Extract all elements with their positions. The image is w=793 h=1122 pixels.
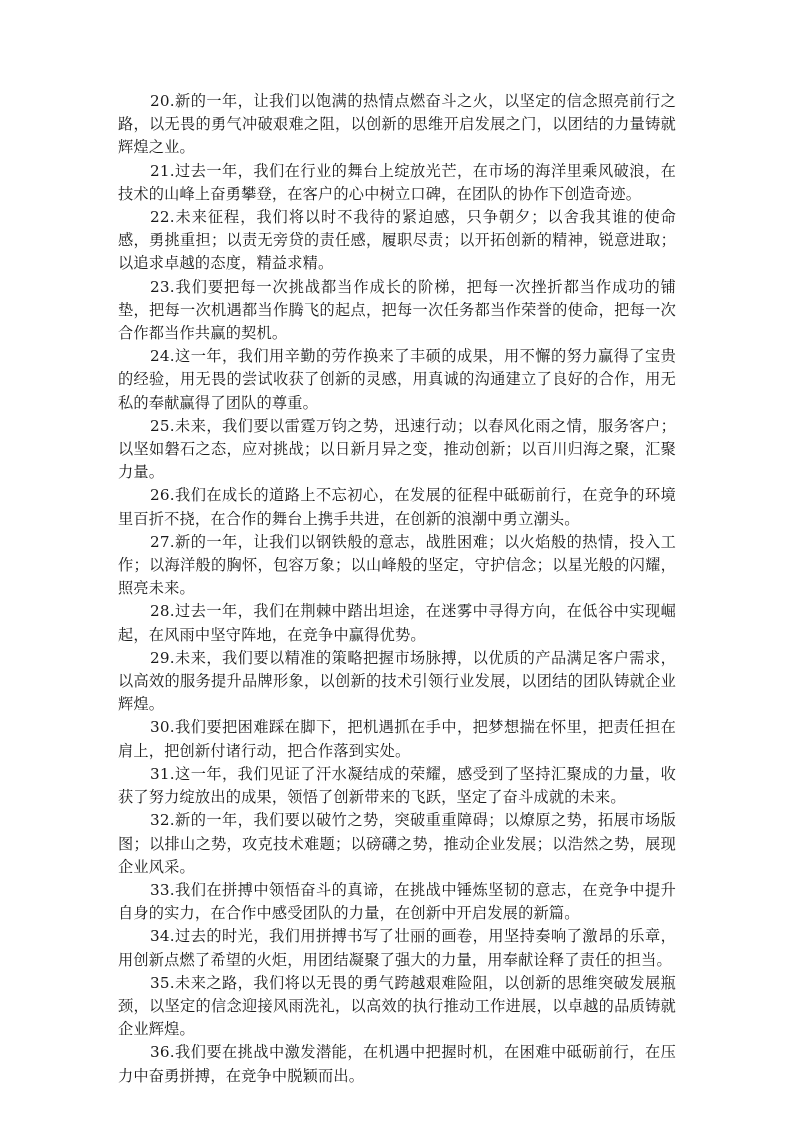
paragraph-23: 23.我们要把每一次挑战都当作成长的阶梯，把每一次挫折都当作成功的铺垫，把每一次机遇都当作腾飞的起点，把每一次任务都当作荣誉的使命，把每一次合作都当作共赢的契机。 <box>118 277 676 343</box>
paragraph-22: 22.未来征程，我们将以时不我待的紧迫感，只争朝夕；以舍我其谁的使命感，勇挑重担；以责无旁贷的责任感，履职尽责；以开拓创新的精神，锐意进取；以追求卓越的态度，精益求精。 <box>118 208 676 273</box>
paragraph-28: 28.过去一年，我们在荆棘中踏出坦途，在迷雾中寻得方向，在低谷中实现崛起，在风雨中坚守阵地，在竞争中赢得优势。 <box>118 602 676 644</box>
paragraph-31: 31.这一年，我们见证了汗水凝结成的荣耀，感受到了坚持汇聚成的力量，收获了努力绽放出的成果，领悟了创新带来的飞跃，坚定了奋斗成就的未来。 <box>118 764 676 807</box>
document-page <box>118 90 676 1088</box>
paragraph-36: 36.我们要在挑战中激发潜能，在机遇中把握时机，在困难中砥砺前行，在压力中奋勇拼搏，在竞争中脱颖而出。 <box>118 1043 676 1085</box>
paragraph-35: 35.未来之路，我们将以无畏的勇气跨越艰难险阻，以创新的思维突破发展瓶颈，以坚定的信念迎接风雨洗礼，以高效的执行推动工作进展，以卓越的品质铸就企业辉煌。 <box>118 973 676 1039</box>
paragraph-29: 29.未来，我们要以精准的策略把握市场脉搏，以优质的产品满足客户需求，以高效的服务提升品牌形象，以创新的技术引领行业发展，以团结的团队铸就企业辉煌。 <box>118 648 676 714</box>
paragraph-25: 25.未来，我们要以雷霆万钧之势，迅速行动；以春风化雨之情，服务客户；以坚如磐石之态，应对挑战；以日新月异之变，推动创新；以百川归海之聚，汇聚力量。 <box>118 416 676 482</box>
paragraph-26: 26.我们在成长的道路上不忘初心，在发展的征程中砥砺前行，在竞争的环境里百折不挠，在合作的舞台上携手共进，在创新的浪潮中勇立潮头。 <box>118 486 676 528</box>
paragraph-27: 27.新的一年，让我们以钢铁般的意志，战胜困难；以火焰般的热情，投入工作；以海洋般的胸怀，包容万象；以山峰般的坚定，守护信念；以星光般的闪耀，照亮未来。 <box>118 532 676 598</box>
paragraph-33: 33.我们在拼搏中领悟奋斗的真谛，在挑战中锤炼坚韧的意志，在竞争中提升自身的实力，在合作中感受团队的力量，在创新中开启发展的新篇。 <box>118 880 676 923</box>
paragraph-21: 21.过去一年，我们在行业的舞台上绽放光芒，在市场的海洋里乘风破浪，在技术的山峰上奋勇攀登，在客户的心中树立口碑，在团队的协作下创造奇迹。 <box>118 161 676 203</box>
paragraph-30: 30.我们要把困难踩在脚下，把机遇抓在手中，把梦想揣在怀里，把责任担在肩上，把创新付诸行动，把合作落到实处。 <box>118 718 676 760</box>
paragraph-20: 20.新的一年，让我们以饱满的热情点燃奋斗之火，以坚定的信念照亮前行之路，以无畏的勇气冲破艰难之阻，以创新的思维开启发展之门，以团结的力量铸就辉煌之业。 <box>118 92 676 157</box>
paragraph-34: 34.过去的时光，我们用拼搏书写了壮丽的画卷，用坚持奏响了激昂的乐章，用创新点燃了希望的火炬，用团结凝聚了强大的力量，用奉献诠释了责任的担当。 <box>118 927 676 969</box>
paragraph-24: 24.这一年，我们用辛勤的劳作换来了丰硕的成果，用不懈的努力赢得了宝贵的经验，用无畏的尝试收获了创新的灵感，用真诚的沟通建立了良好的合作，用无私的奉献赢得了团队的尊重。 <box>118 347 676 412</box>
paragraph-32: 32.新的一年，我们要以破竹之势，突破重重障碍；以燎原之势，拓展市场版图；以排山之势，攻克技术难题；以磅礴之势，推动企业发展；以浩然之势，展现企业风采。 <box>118 811 676 876</box>
